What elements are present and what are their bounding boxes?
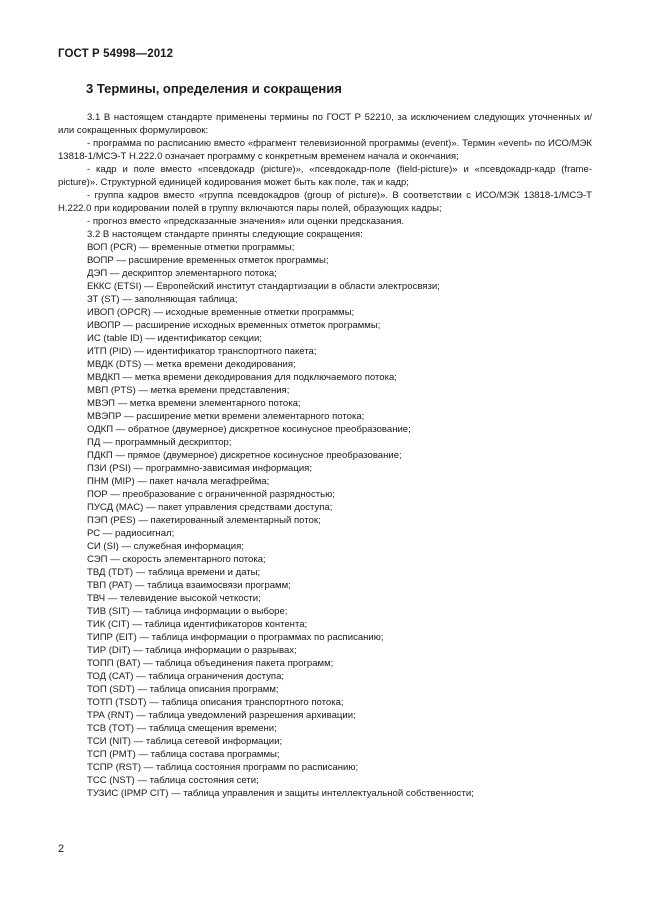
abbreviation-item: ТИПР (EIT) — таблица информации о программах по расписанию;: [87, 632, 384, 643]
abbreviation-item: ИВОПР — расширение исходных временных отметок программы;: [87, 320, 381, 331]
abbreviation-item: МВЭП — метка времени элементарного потока;: [87, 398, 301, 409]
abbreviation-item: ТСС (NST) — таблица состояния сети;: [87, 775, 259, 786]
abbreviation-item: ТРА (RNT) — таблица уведомлений разрешения архивации;: [87, 710, 356, 721]
abbreviation-item: СЭП — скорость элементарного потока;: [87, 554, 266, 565]
abbreviation-item: ПНМ (MIP) — пакет начала мегафрейма;: [87, 476, 270, 487]
abbreviation-item: ТИК (CIT) — таблица идентификаторов контента;: [87, 619, 308, 630]
abbreviation-item: ВОПР — расширение временных отметок программы;: [87, 255, 329, 266]
abbreviation-item: ТИР (DIT) — таблица информации о разрывах;: [87, 645, 297, 656]
abbreviation-item: ТИВ (SIT) — таблица информации о выборе;: [87, 606, 288, 617]
abbreviation-item: ПЭП (PES) — пакетированный элементарный поток;: [87, 515, 321, 526]
page-number: 2: [58, 843, 65, 855]
intro-bullet: - кадр и поле вместо «псевдокадр (picture)», «псевдокадр-поле (field-picture)» и «псевдокадр-кадр (frame-picture)». Структурной единицей кодирования может быть как поле, так и кадр;: [58, 164, 592, 188]
section-body: [58, 111, 592, 800]
abbreviation-item: ИВОП (OPCR) — исходные временные отметки программы;: [87, 307, 355, 318]
abbreviation-item: ПУСД (MAC) — пакет управления средствами доступа;: [87, 502, 333, 513]
abbreviation-item: ТУЗИС (IPMP CIT) — таблица управления и защиты интеллектуальной собственности;: [87, 788, 474, 799]
abbreviation-list: [58, 241, 592, 800]
abbreviation-item: ТСИ (NIT) — таблица сетевой информации;: [87, 736, 283, 747]
abbreviation-item: МВДКП — метка времени декодирования для подключаемого потока;: [87, 372, 397, 383]
abbreviation-item: ТСП (PMT) — таблица состава программы;: [87, 749, 280, 760]
abbreviation-item: ПОР — преобразование с ограниченной разрядностью;: [87, 489, 335, 500]
abbreviations-intro: 3.2 В настоящем стандарте приняты следующие сокращения:: [87, 229, 363, 240]
intro-bullet: - группа кадров вместо «группа псевдокадров (group of picture)». В соответствии с ИСО/МЭК 13818-1/МСЭ-Т Н.222.0 при кодировании полей в группу включаются пары полей, образующих кадры;: [58, 190, 592, 214]
abbreviation-item: ВОП (PCR) — временные отметки программы;: [87, 242, 295, 253]
abbreviation-item: СИ (SI) — служебная информация;: [87, 541, 244, 552]
abbreviation-item: МВДК (DTS) — метка времени декодирования;: [87, 359, 296, 370]
abbreviation-item: ТОД (CAT) — таблица ограничения доступа;: [87, 671, 285, 682]
abbreviation-item: ЗТ (ST) — заполняющая таблица;: [87, 294, 238, 305]
abbreviation-item: МВЭПР — расширение метки времени элементарного потока;: [87, 411, 365, 422]
intro-paragraph: 3.1 В настоящем стандарте применены термины по ГОСТ Р 52210, за исключением следующих уточненных и/или сокращенных формулировок:: [58, 112, 592, 136]
section-title: 3 Термины, определения и сокращения: [86, 81, 342, 96]
abbreviation-item: ПДКП — прямое (двумерное) дискретное косинусное преобразование;: [87, 450, 402, 461]
abbreviation-item: ПД — программный дескриптор;: [87, 437, 232, 448]
document-code-header: ГОСТ Р 54998—2012: [58, 48, 174, 60]
abbreviation-item: ТСПР (RST) — таблица состояния программ по расписанию;: [87, 762, 359, 773]
abbreviation-item: МВП (PTS) — метка времени представления;: [87, 385, 290, 396]
abbreviation-item: ПЗИ (PSI) — программно-зависимая информация;: [87, 463, 312, 474]
abbreviation-item: ТВЧ — телевидение высокой четкости;: [87, 593, 261, 604]
abbreviation-item: ТВД (TDT) — таблица времени и даты;: [87, 567, 261, 578]
intro-bullet: - программа по расписанию вместо «фрагмент телевизионной программы (event)». Термин «event» по ИСО/МЭК 13818-1/МСЭ-Т Н.222.0 означает программу с конкретным временем начала и окончания;: [58, 138, 592, 162]
abbreviation-item: ТОПП (BAT) — таблица объединения пакета программ;: [87, 658, 334, 669]
abbreviation-item: ИТП (PID) — идентификатор транспортного пакета;: [87, 346, 317, 357]
abbreviation-item: ДЭП — дескриптор элементарного потока;: [87, 268, 277, 279]
abbreviation-item: РС — радиосигнал;: [87, 528, 175, 539]
abbreviation-item: ТСВ (TOT) — таблица смещения времени;: [87, 723, 277, 734]
abbreviation-item: ТОП (SDT) — таблица описания программ;: [87, 684, 279, 695]
intro-bullet: - прогноз вместо «предсказанные значения» или оценки предсказания.: [87, 216, 405, 227]
abbreviation-item: ТОТП (TSDT) — таблица описания транспортного потока;: [87, 697, 344, 708]
abbreviation-item: ОДКП — обратное (двумерное) дискретное косинусное преобразование;: [87, 424, 411, 435]
abbreviation-item: ЕККС (ETSI) — Европейский институт стандартизации в области электросвязи;: [87, 281, 440, 292]
abbreviation-item: ТВП (PAT) — таблица взаимосвязи программ;: [87, 580, 291, 591]
abbreviation-item: ИС (table ID) — идентификатор секции;: [87, 333, 262, 344]
